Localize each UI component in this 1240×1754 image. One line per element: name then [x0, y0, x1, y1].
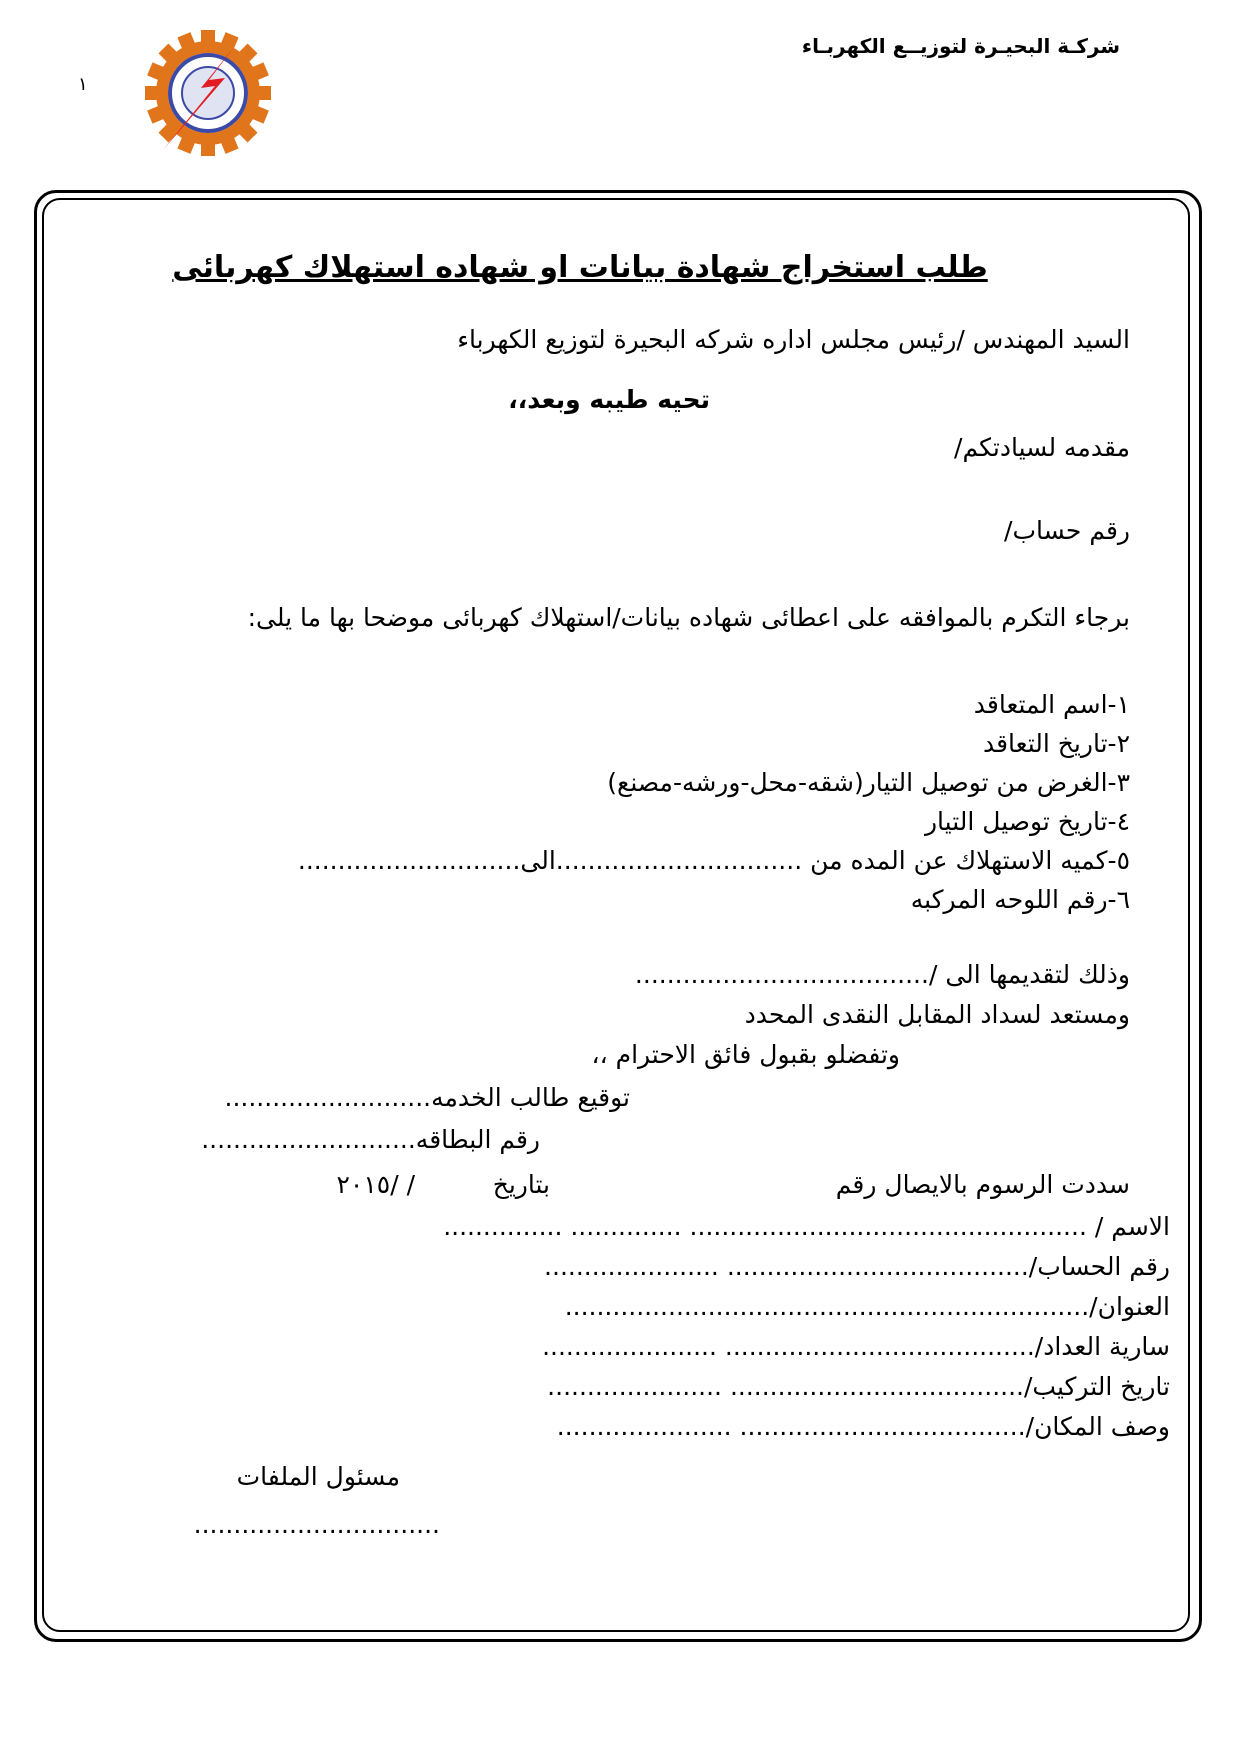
applicant-signature: توقيع طالب الخدمه.......................... — [224, 1083, 630, 1112]
submitted-by: مقدمه لسيادتكم/ — [954, 433, 1130, 462]
item-connection-date: ٤-تاريخ توصيل التيار — [924, 807, 1130, 836]
addressee: السيد المهندس /رئيس مجلس اداره شركه البحيرة لتوزيع الكهرباء — [457, 325, 1130, 354]
form-title: طلب استخراج شهادة بيانات او شهاده استهلاك كهربائى — [172, 250, 988, 285]
office-field-account: رقم الحساب/...................................... ...................... — [544, 1252, 1170, 1281]
company-name: شركـة البحيـرة لتوزيــع الكهربـاء — [801, 34, 1120, 58]
request-text: برجاء التكرم بالموافقه على اعطائى شهاده بيانات/استهلاك كهربائى موضحا بها ما يلى: — [247, 603, 1130, 632]
submit-to: وذلك لتقديمها الى /..................................... — [634, 960, 1130, 989]
files-officer-signature: ............................... — [193, 1510, 440, 1539]
office-field-meter: سارية العداد/....................................... ...................... — [542, 1332, 1170, 1361]
id-card-number: رقم البطاقه........................... — [201, 1125, 540, 1154]
item-contract-date: ٢-تاريخ التعاقد — [982, 729, 1130, 758]
date-label: بتاريخ — [492, 1170, 550, 1199]
files-officer: مسئول الملفات — [236, 1462, 400, 1491]
item-contractor-name: ١-اسم المتعاقد — [973, 690, 1130, 719]
item-consumption-period: ٥-كميه الاستهلاك عن المده من ...............................الى............................ — [297, 846, 1130, 875]
office-field-name: الاسم / .................................................. .............. ............... — [443, 1212, 1170, 1241]
account-number-label: رقم حساب/ — [1004, 516, 1130, 545]
item-connection-purpose: ٣-الغرض من توصيل التيار(شقه-محل-ورشه-مصنع) — [607, 768, 1130, 797]
office-field-install-date: تاريخ التركيب/..................................... ...................... — [547, 1372, 1170, 1401]
company-logo-icon — [143, 28, 273, 158]
item-panel-number: ٦-رقم اللوحه المركبه — [910, 885, 1130, 914]
office-field-location: وصف المكان/.................................... ...................... — [556, 1412, 1170, 1441]
date-value: / /٢٠١٥ — [336, 1170, 415, 1199]
office-field-address: العنوان/.................................................................. — [564, 1292, 1170, 1321]
fees-receipt: سددت الرسوم بالايصال رقم — [835, 1170, 1130, 1199]
greeting: تحيه طيبه وبعد،، — [508, 385, 710, 414]
closing: وتفضلو بقبول فائق الاحترام ،، — [591, 1040, 900, 1069]
ready-to-pay: ومستعد لسداد المقابل النقدى المحدد — [744, 1000, 1130, 1029]
page-number: ١ — [78, 74, 88, 95]
